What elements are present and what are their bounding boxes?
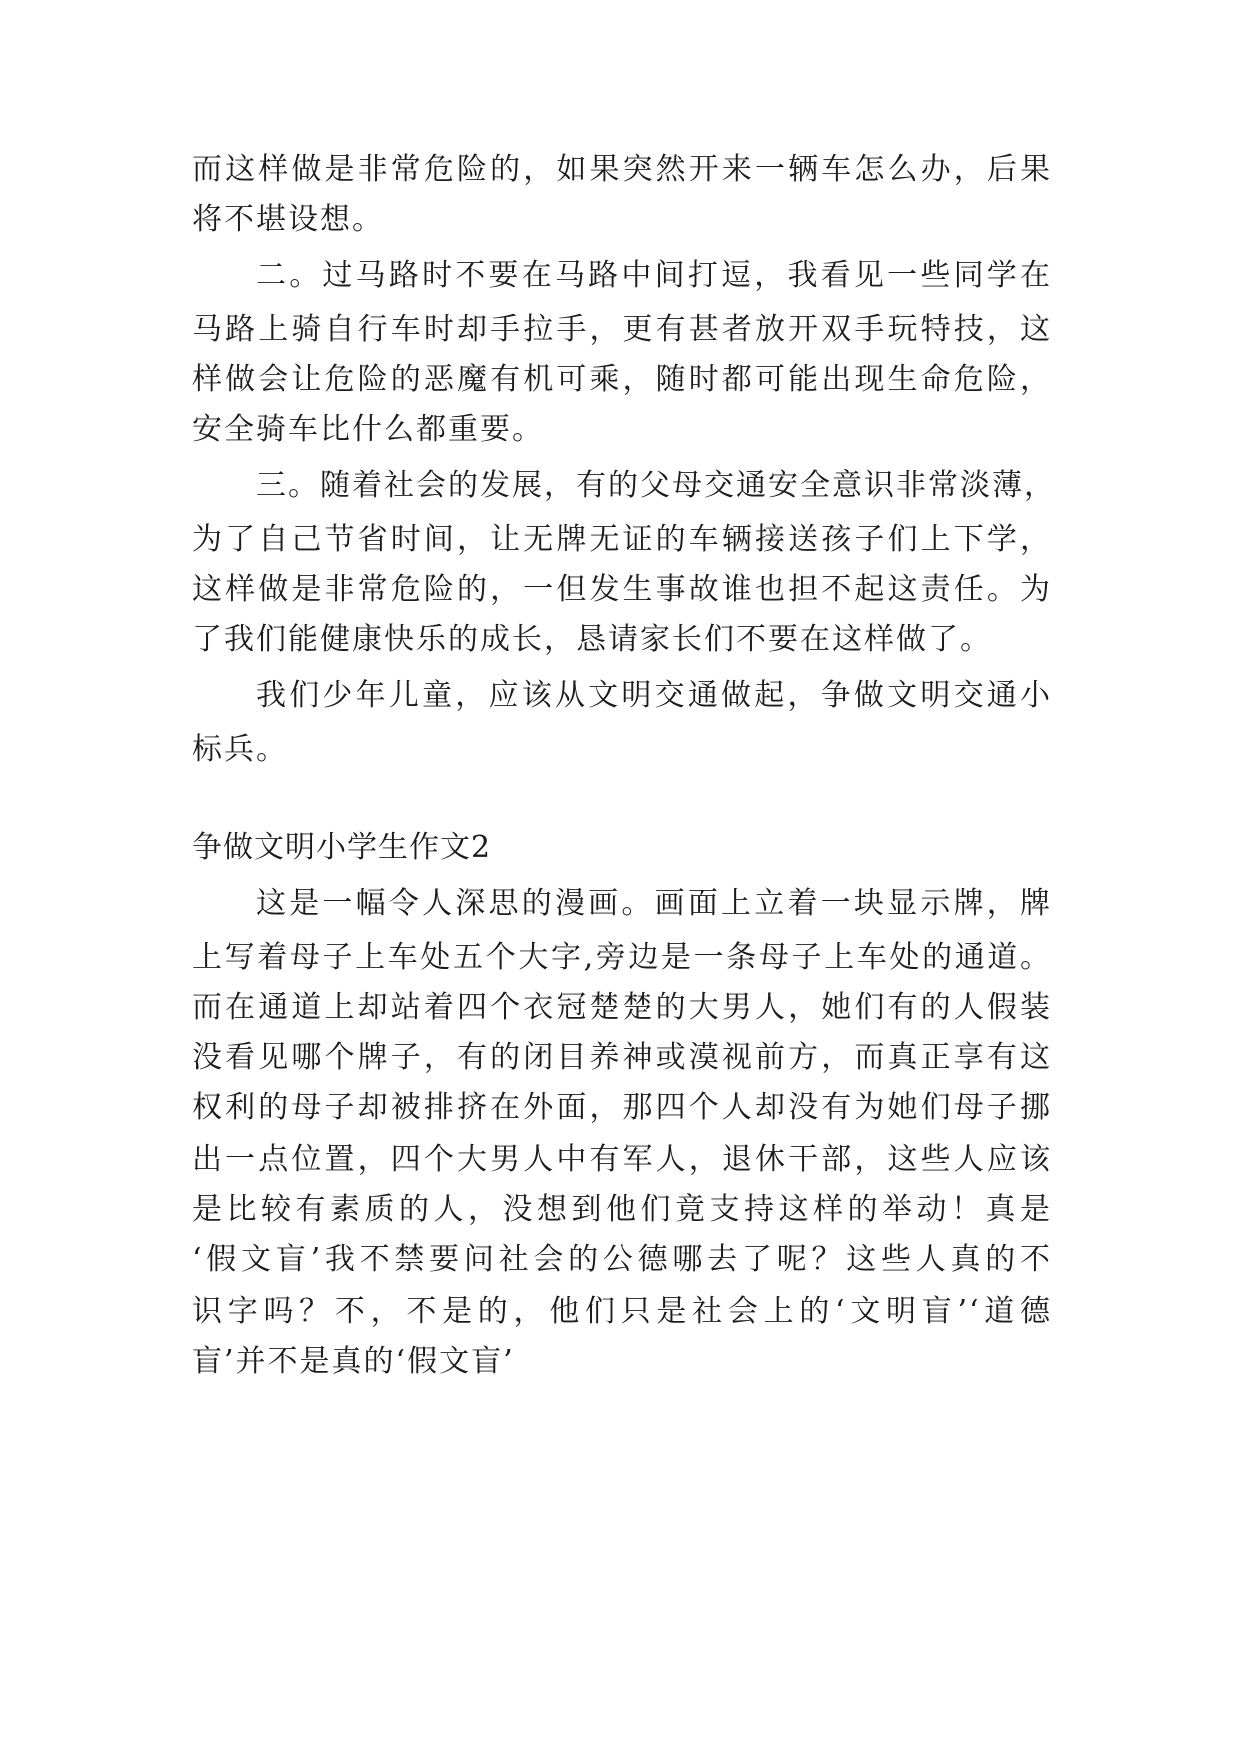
text-line: 上写着母子上车处五个大字,旁边是一条母子上车处的通道。 [192,940,1052,975]
text-line: 二。过马路时不要在马路中间打逗，我看见一些同学在 [256,258,1052,293]
text-line: 而在通道上却站着四个衣冠楚楚的大男人，她们有的人假装 [192,990,1052,1025]
text-line: 识字吗？不，不是的，他们只是社会上的‘文明盲’‘道德 [192,1294,1052,1329]
text-line: 权利的母子却被排挤在外面，那四个人却没有为她们母子挪 [192,1090,1052,1125]
text-line: 标兵。 [192,732,288,767]
text-line: 安全骑车比什么都重要。 [192,412,544,447]
section-heading: 争做文明小学生作文2 [192,830,492,865]
text-line: 盲’并不是真的‘假文盲’ [192,1344,515,1379]
text-line: ‘假文盲’我不禁要问社会的公德哪去了呢？这些人真的不 [192,1242,1052,1277]
text-line: 将不堪设想。 [192,202,384,237]
text-line: 马路上骑自行车时却手拉手，更有甚者放开双手玩特技，这 [192,312,1052,347]
text-line: 样做会让危险的恶魔有机可乘，随时都可能出现生命危险， [192,362,1052,397]
text-line: 这是一幅令人深思的漫画。画面上立着一块显示牌，牌 [256,886,1052,921]
text-line: 而这样做是非常危险的，如果突然开来一辆车怎么办，后果 [192,152,1052,187]
text-line: 没看见哪个牌子，有的闭目养神或漠视前方，而真正享有这 [192,1040,1052,1075]
text-line: 了我们能健康快乐的成长，恳请家长们不要在这样做了。 [192,622,992,657]
text-line: 为了自己节省时间，让无牌无证的车辆接送孩子们上下学， [192,522,1052,557]
text-line: 我们少年儿童，应该从文明交通做起，争做文明交通小 [256,678,1052,713]
text-line: 三。随着社会的发展，有的父母交通安全意识非常淡薄， [256,468,1056,503]
text-line: 这样做是非常危险的，一但发生事故谁也担不起这责任。为 [192,572,1052,607]
text-line: 出一点位置，四个大男人中有军人，退休干部，这些人应该 [192,1142,1052,1177]
text-line: 是比较有素质的人，没想到他们竟支持这样的举动！真是 [192,1192,1052,1227]
